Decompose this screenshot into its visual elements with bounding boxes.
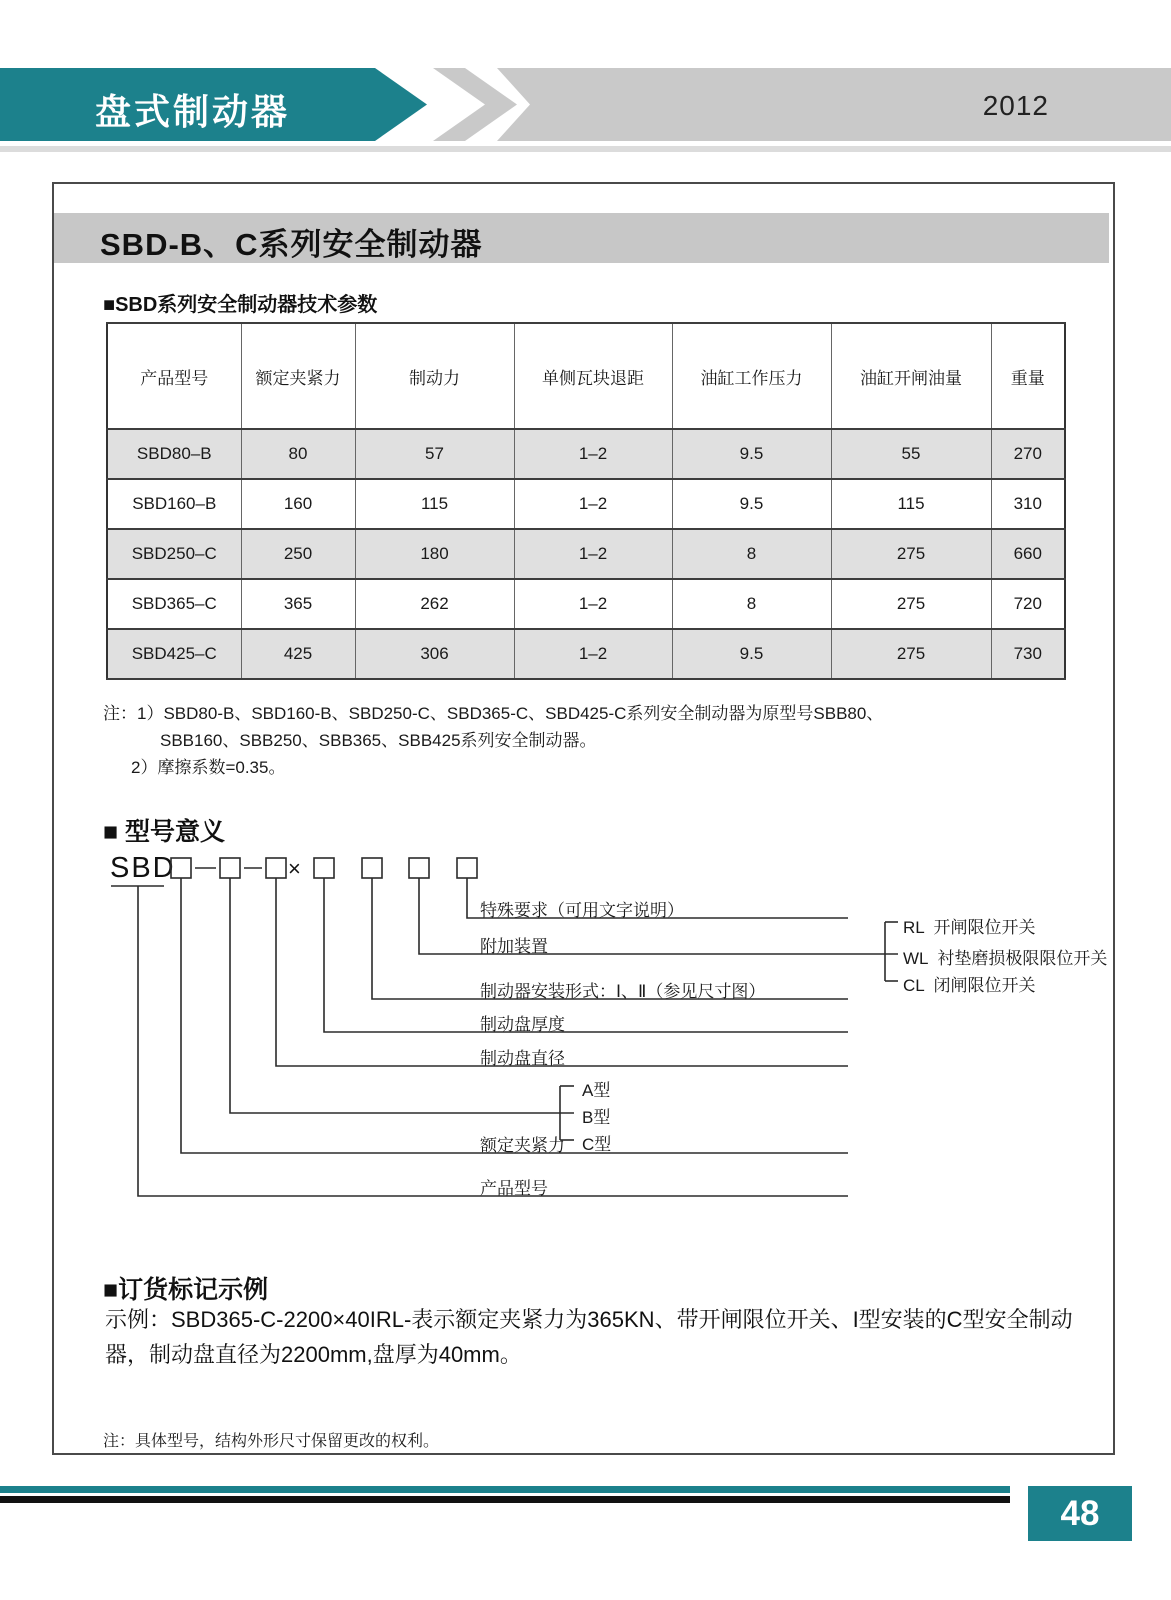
table-cell: 55 (831, 429, 991, 479)
section-title-order-example: ■订货标记示例 (103, 1276, 269, 1304)
table-cell: SBD425–C (107, 629, 241, 679)
table-header-cell: 油缸工作压力 (672, 323, 831, 429)
table-cell: 1–2 (514, 629, 672, 679)
table-cell: 425 (241, 629, 355, 679)
table-note-line1: 注：1）SBD80-B、SBD160-B、SBD250-C、SBD365-C、SBD425-C系列安全制动器为原型号SBB80、 (103, 704, 884, 723)
table-cell: 720 (991, 579, 1065, 629)
table-cell: 160 (241, 479, 355, 529)
table-cell: 80 (241, 429, 355, 479)
table-cell: 1–2 (514, 579, 672, 629)
model-code-prefix: SBD (110, 852, 176, 884)
diagram-label-type-b: B型 (582, 1108, 611, 1127)
table-row (107, 429, 1065, 479)
table-cell: 180 (355, 529, 514, 579)
section-title-parameters: ■SBD系列安全制动器技术参数 (103, 294, 378, 316)
catalog-year: 2012 (982, 90, 1049, 121)
table-cell: 660 (991, 529, 1065, 579)
table-row (107, 529, 1065, 579)
table-cell: 310 (991, 479, 1065, 529)
table-cell: 115 (831, 479, 991, 529)
diagram-label-mounting: 制动器安装形式：Ⅰ、Ⅱ（参见尺寸图） (480, 982, 766, 1001)
table-cell: 262 (355, 579, 514, 629)
banner-title: 盘式制动器 (95, 91, 291, 132)
footer-stripe-black (0, 1496, 1010, 1503)
table-cell: 9.5 (672, 479, 831, 529)
table-cell: 275 (831, 529, 991, 579)
table-cell: 250 (241, 529, 355, 579)
table-header-cell: 油缸开闸油量 (831, 323, 991, 429)
diagram-label-rl-switch: RL 开闸限位开关 (903, 918, 1036, 937)
table-note-line3: 2）摩擦系数=0.35。 (131, 758, 286, 777)
table-cell: SBD160–B (107, 479, 241, 529)
page-title: SBD-B、C系列安全制动器 (100, 227, 483, 262)
table-cell: 275 (831, 629, 991, 679)
diagram-label-product-model: 产品型号 (480, 1179, 548, 1198)
table-cell: 9.5 (672, 429, 831, 479)
footer-stripe-teal (0, 1486, 1010, 1493)
table-cell: 275 (831, 579, 991, 629)
table-header-cell: 单侧瓦块退距 (514, 323, 672, 429)
table-cell: 365 (241, 579, 355, 629)
diagram-label-attachment: 附加装置 (480, 937, 548, 956)
diagram-label-type-c: C型 (582, 1135, 612, 1154)
table-cell: 730 (991, 629, 1065, 679)
table-cell: 8 (672, 579, 831, 629)
diagram-label-thickness: 制动盘厚度 (480, 1015, 565, 1034)
table-cell: 306 (355, 629, 514, 679)
table-row (107, 479, 1065, 529)
order-example-text: 示例：SBD365-C-2200×40IRL-表示额定夹紧力为365KN、带开闸限位开关、I型安装的C型安全制动器，制动盘直径为2200mm,盘厚为40mm。 (105, 1307, 1073, 1367)
model-code-times: × (288, 856, 301, 881)
table-cell: SBD365–C (107, 579, 241, 629)
table-cell: SBD250–C (107, 529, 241, 579)
banner-divider (0, 146, 1171, 152)
table-header-row (107, 323, 1065, 429)
table-cell: 1–2 (514, 429, 672, 479)
table-note-line2: SBB160、SBB250、SBB365、SBB425系列安全制动器。 (160, 731, 597, 750)
diagram-label-type-a: A型 (582, 1081, 611, 1100)
table-cell: 115 (355, 479, 514, 529)
diagram-label-diameter: 制动盘直径 (480, 1049, 565, 1068)
table-cell: 8 (672, 529, 831, 579)
table-cell: SBD80–B (107, 429, 241, 479)
parameters-table (106, 322, 1066, 680)
table-header-cell: 制动力 (355, 323, 514, 429)
section-title-model-meaning: ■ 型号意义 (103, 818, 226, 846)
table-row (107, 629, 1065, 679)
page-number: 48 (1060, 1493, 1100, 1533)
table-header-cell: 重量 (991, 323, 1065, 429)
bottom-note: 注：具体型号，结构外形尺寸保留更改的权利。 (103, 1433, 440, 1450)
diagram-label-wl-switch: WL 衬垫磨损极限限位开关 (903, 949, 1108, 968)
table-header-cell: 产品型号 (107, 323, 241, 429)
table-cell: 9.5 (672, 629, 831, 679)
table-cell: 1–2 (514, 479, 672, 529)
diagram-label-special: 特殊要求（可用文字说明） (480, 901, 684, 920)
table-cell: 270 (991, 429, 1065, 479)
page-number-badge (1028, 1486, 1132, 1541)
diagram-label-clamp-force: 额定夹紧力 (480, 1136, 565, 1155)
table-cell: 57 (355, 429, 514, 479)
table-row (107, 579, 1065, 629)
diagram-label-cl-switch: CL 闭闸限位开关 (903, 976, 1036, 995)
table-header-cell: 额定夹紧力 (241, 323, 355, 429)
table-cell: 1–2 (514, 529, 672, 579)
